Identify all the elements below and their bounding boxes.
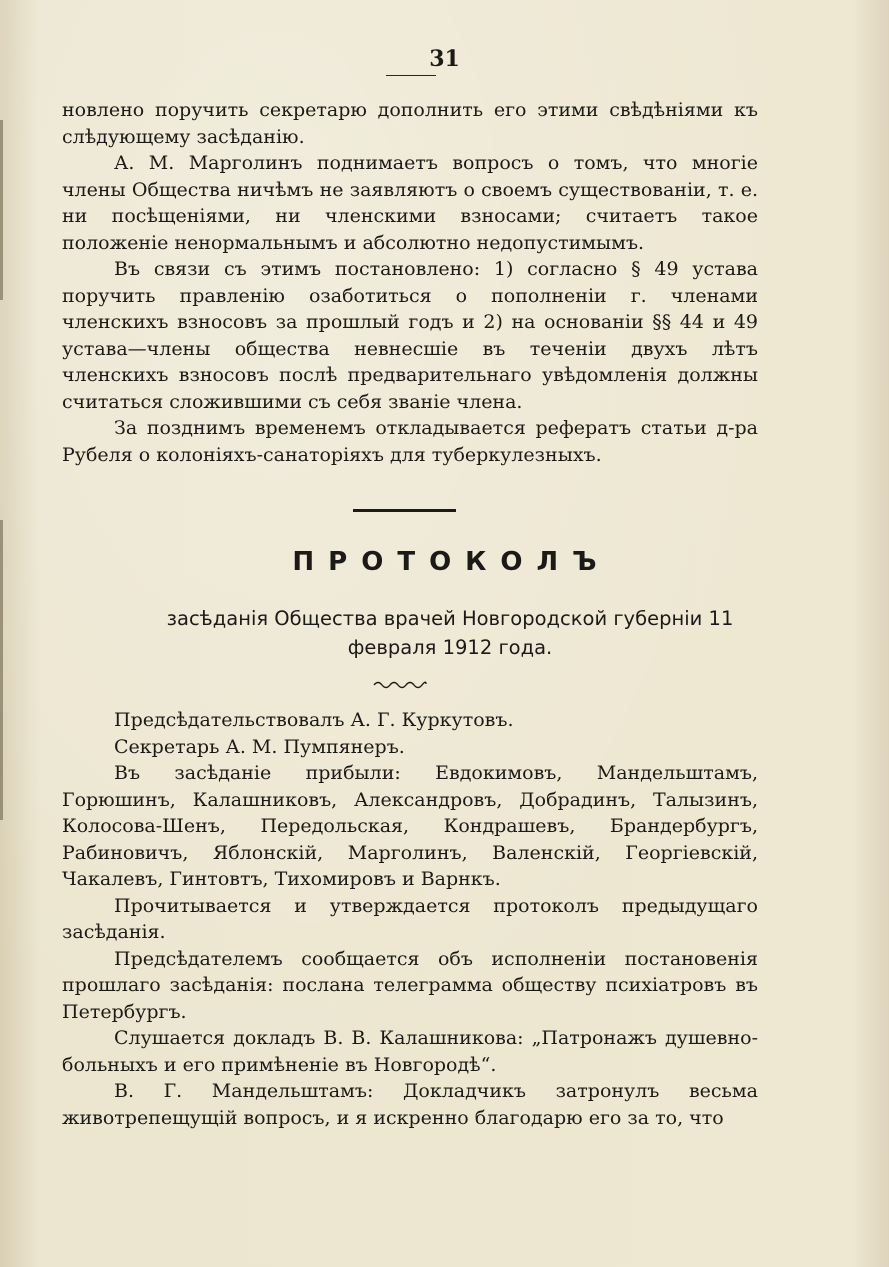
- paragraph-minutes-approved: Прочитывается и утверждается протоколъ предыдущаго засѣданія.: [62, 894, 758, 943]
- paragraph-chairman: Предсѣдательствовалъ А. Г. Куркутовъ.: [114, 709, 514, 731]
- top-text-block: [62, 97, 758, 468]
- paragraph-resolution: Въ связи съ этимъ постановлено: 1) согласно § 49 устава поручить правленію озаботиться о пополненіи г. членами членскихъ взносовъ за прошлый годъ и 2) на основаніи §§ 44 и 49 устава—члены общества невнесшіе въ теченіи двухъ лѣтъ членскихъ взносовъ послѣ предварительнаго увѣдомленія должны считаться сложившими съ себя званіе члена.: [62, 258, 758, 413]
- section-separator-rule: [353, 509, 456, 512]
- paragraph-report-heard: Слушается докладъ В. В. Калашникова: „Патронажъ душевно-больныхъ и его примѣненіе въ Новгородѣ“.: [62, 1027, 758, 1076]
- bottom-text-block: [62, 707, 758, 1131]
- protocol-heading: ПРОТОКОЛЪ: [292, 547, 611, 577]
- paragraph-attendees: Въ засѣданіе прибыли: Евдокимовъ, Мандельштамъ, Горюшинъ, Калашниковъ, Александровъ, Добрадинъ, Талызинъ, Колосова-Шенъ, Передольская, Кондрашевъ, Брандербургъ, Рабиновичъ, Яблонскій, Марголинъ, Валенскій, Георгіевскій, Чакалевъ, Гинтовтъ, Тихомировъ и Варнкъ.: [62, 762, 758, 890]
- wavy-ornament: [372, 678, 428, 690]
- page-edge-mark: [0, 120, 3, 300]
- paragraph-secretary: Секретарь А. М. Пумпянеръ.: [114, 735, 405, 758]
- page-number: 31: [429, 46, 460, 72]
- paragraph-mandelshtam: В. Г. Мандельштамъ: Докладчикъ затронулъ весьма животрепещущій вопросъ, и я искренно благодарю его за то, что: [62, 1080, 758, 1129]
- protocol-subtitle: засѣданія Общества врачей Новгородской губерніи 11 февраля 1912 года.: [166, 607, 734, 659]
- paragraph-margolin: А. М. Марголинъ поднимаетъ вопросъ о томъ, что многіе члены Общества ничѣмъ не заявляютъ о своемъ существованіи, т. е. ни посѣщеніями, ни членскими взносами; считаетъ такое положеніе ненормальнымъ и абсолютно недопустимымъ.: [62, 152, 758, 254]
- paragraph-continuation: новлено поручить секретарю дополнить его этими свѣдѣніями къ слѣдующему засѣданію.: [62, 99, 758, 148]
- paragraph-postponed: За позднимъ временемъ откладывается рефератъ статьи д-ра Рубеля о колоніяхъ-санаторіяхъ для туберкулезныхъ.: [62, 417, 758, 466]
- page-number-underline: [386, 75, 436, 76]
- paragraph-chair-report: Предсѣдателемъ сообщается объ исполненіи постановенія прошлаго засѣданія: послана телеграмма обществу психіатровъ въ Петербургъ.: [62, 947, 758, 1023]
